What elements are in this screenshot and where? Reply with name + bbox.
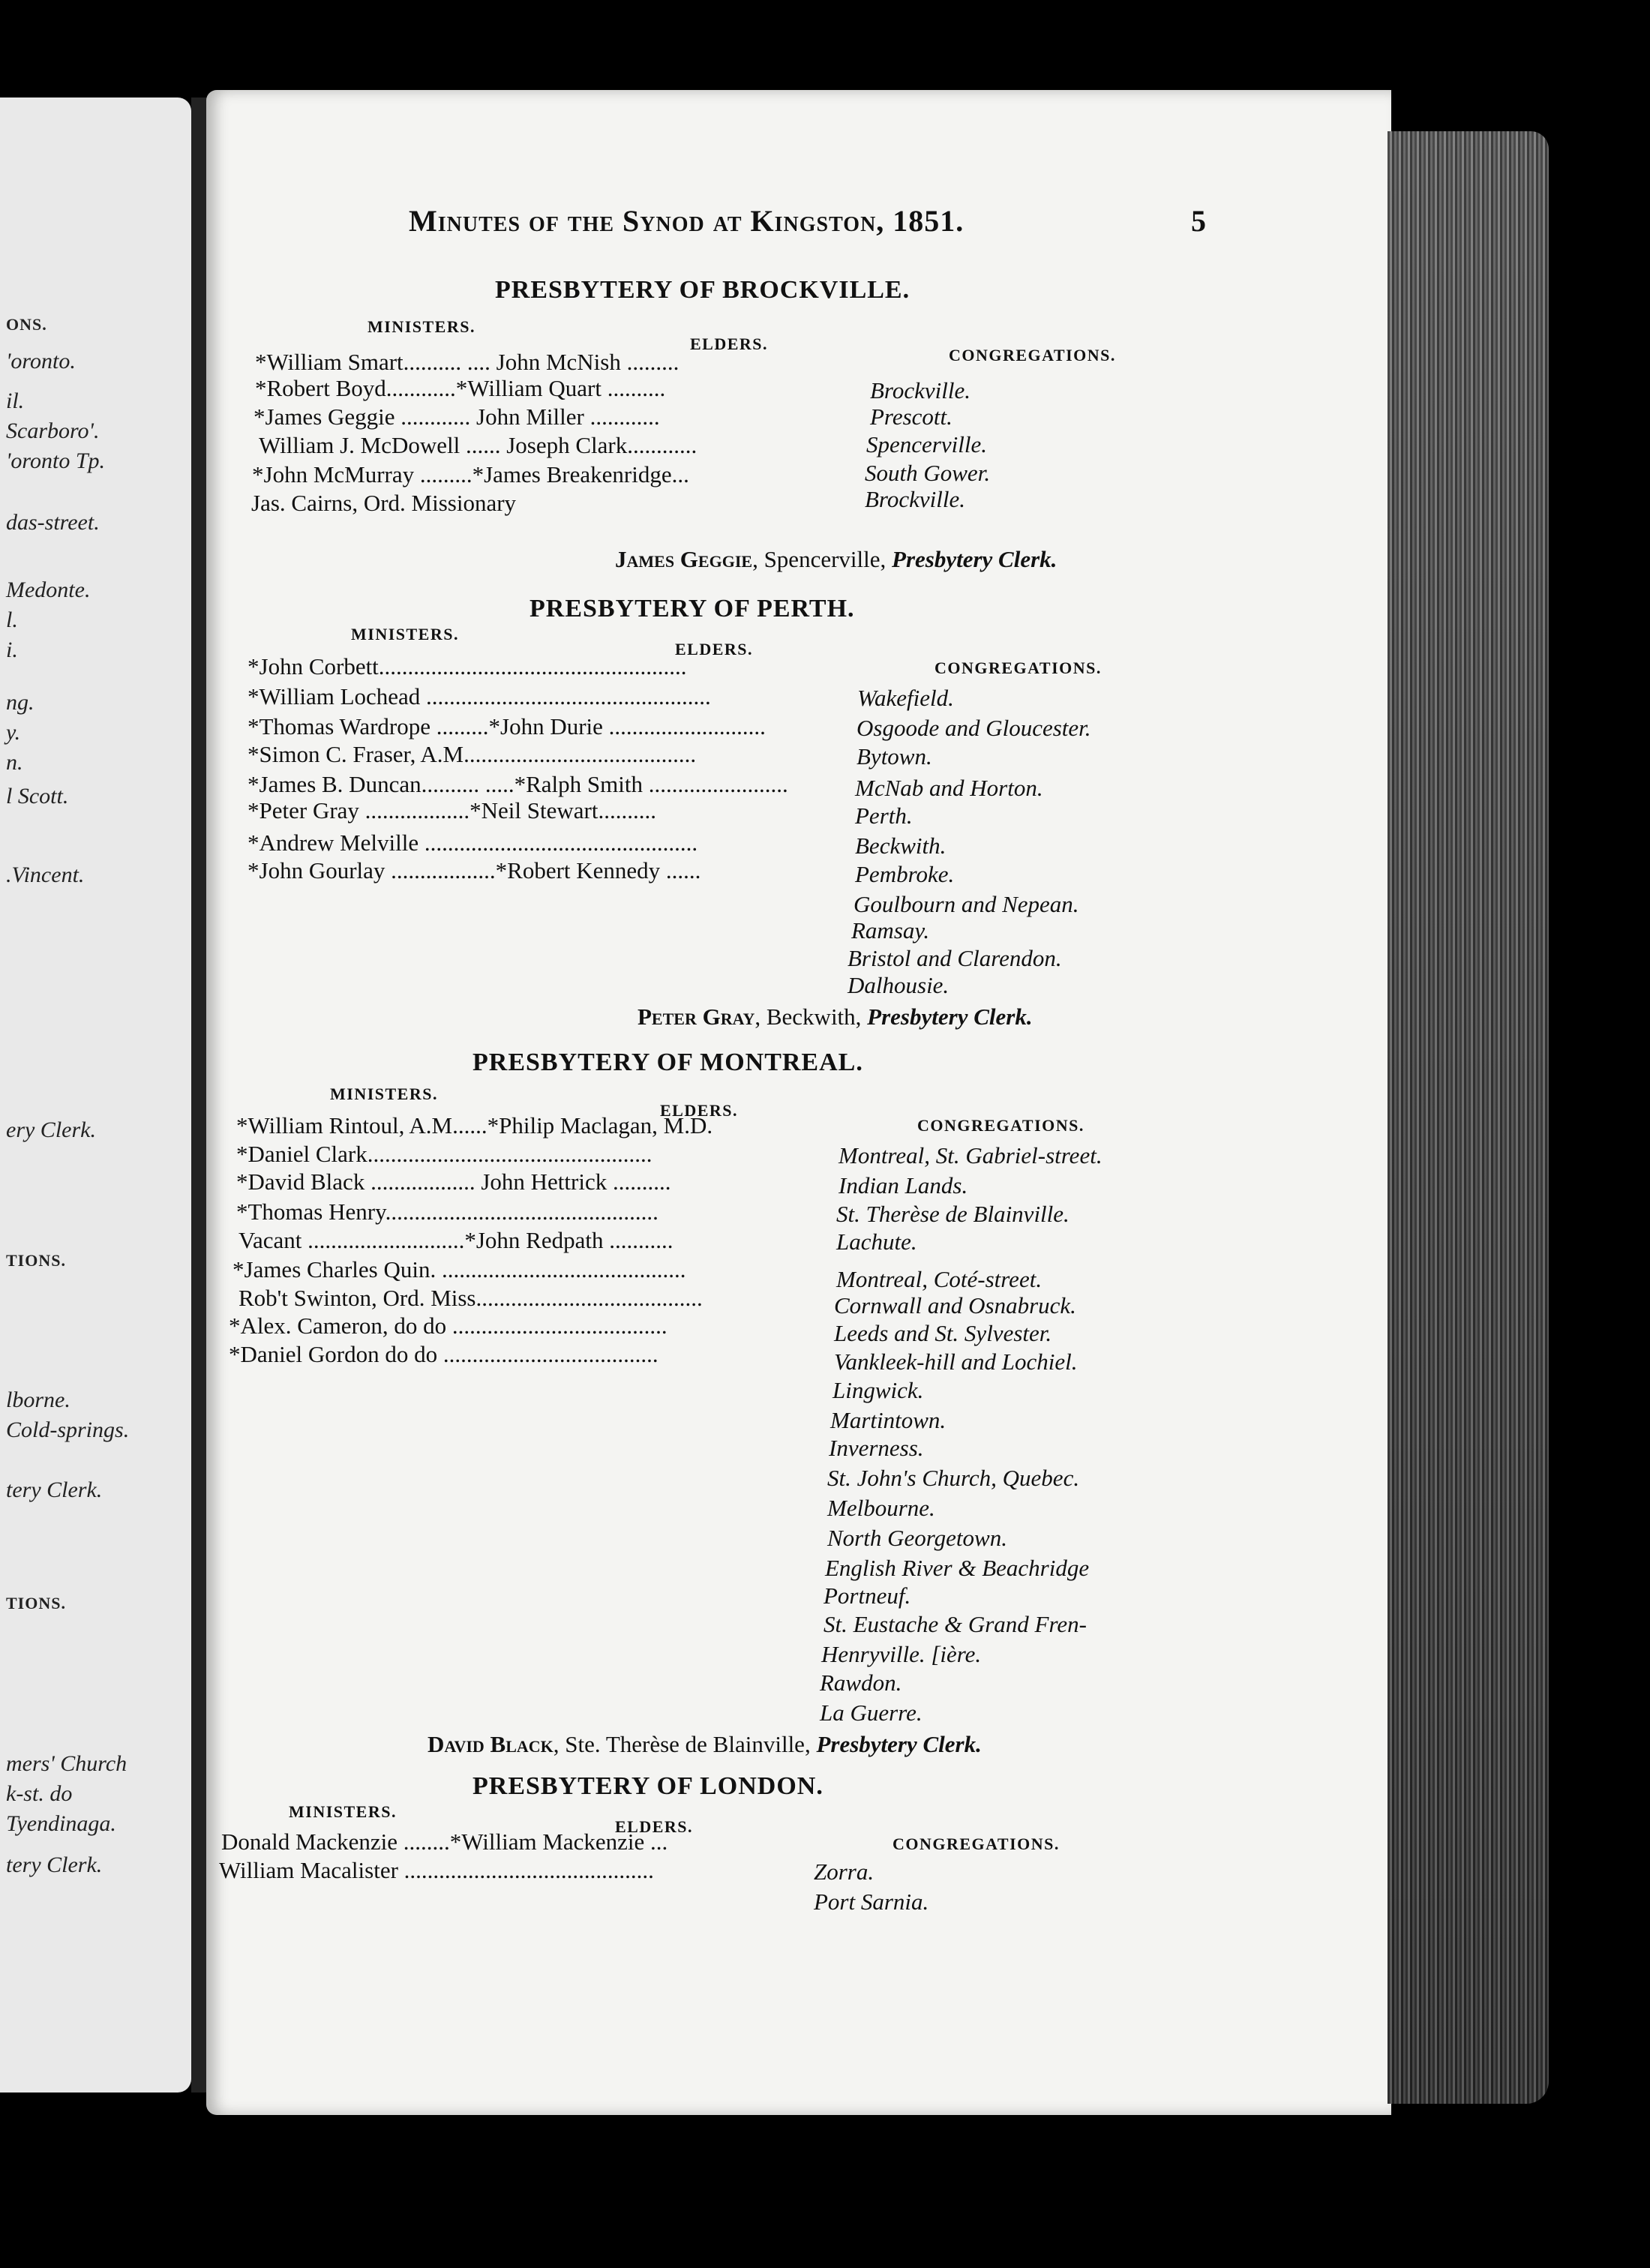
book-gutter [191,98,208,2092]
table-row: *John McMurray .........*James Breakenridge... [252,461,689,488]
table-row: *Daniel Gordon do do ..................................... [229,1341,658,1367]
fragment: n. [6,750,23,775]
table-row: *David Black .................. John Hettrick .......... [236,1168,671,1195]
table-row: Donald Mackenzie ........*William Mackenzie ... [221,1828,668,1855]
presbytery-title: PRESBYTERY OF BROCKVILLE. [495,276,910,304]
congregation: Perth. [855,802,913,829]
table-row: *Simon C. Fraser, A.M........................................ [248,741,697,767]
congregation: St. Eustache & Grand Fren- [824,1611,1087,1637]
congregation: Dalhousie. [848,972,950,998]
table-row: *James B. Duncan.......... .....*Ralph Smith ........................ [248,771,788,797]
congregation: St. Therèse de Blainville. [836,1201,1070,1227]
congregations-header: CONGREGATIONS. [892,1834,1060,1853]
congregation: Leeds and St. Sylvester. [834,1320,1052,1346]
fragment: Cold-springs. [6,1418,130,1442]
table-row: *Alex. Cameron, do do ..................................... [229,1312,668,1339]
congregation: Beckwith. [855,832,946,859]
presbytery-title: PRESBYTERY OF MONTREAL. [472,1048,863,1076]
running-head: Minutes of the Synod at Kingston, 1851. [409,204,964,238]
congregation: Cornwall and Osnabruck. [834,1292,1076,1318]
fragment: Tyendinaga. [6,1811,116,1836]
fragment: 'oronto Tp. [6,448,105,473]
congregations-header: CONGREGATIONS. [917,1116,1084,1135]
fragment: .Vincent. [6,862,85,887]
congregation: Bytown. [856,743,932,770]
presbytery-title: PRESBYTERY OF PERTH. [530,595,855,622]
facing-page [0,98,191,2092]
congregation: Vankleek-hill and Lochiel. [834,1348,1078,1375]
fragment: 'oronto. [6,349,76,374]
table-row: *Peter Gray ..................*Neil Stewart.......... [248,797,656,824]
fragment: Medonte. [6,578,91,602]
fragment: Scarboro'. [6,418,100,443]
congregation: Melbourne. [827,1495,935,1521]
table-row: Rob't Swinton, Ord. Miss....................................... [238,1285,703,1311]
congregation: Pembroke. [855,861,955,887]
table-row: *Andrew Melville ............................................... [248,830,698,856]
congregation: St. John's Church, Quebec. [827,1465,1080,1491]
congregation: English River & Beachridge [825,1555,1090,1581]
congregation: Spencerville. [866,431,987,458]
ministers-header: MINISTERS. [289,1802,397,1821]
table-row: *William Smart.......... .... John McNish ......... [255,349,680,375]
table-row: *Robert Boyd............*William Quart .......... [255,375,666,401]
presbytery-clerk: James Geggie, Spencerville, Presbytery Clerk. [615,546,1058,572]
table-row: *William Rintoul, A.M......*Philip Maclagan, M.D. [236,1112,713,1138]
congregation: Prescott. [870,404,952,430]
fragment: l. [6,608,18,632]
congregation: Osgoode and Gloucester. [856,715,1091,741]
congregation: Montreal, Coté-street. [836,1266,1042,1292]
table-row: *James Charles Quin. .......................................... [232,1256,686,1282]
table-row: William J. McDowell ...... Joseph Clark............ [259,432,698,458]
congregation: Brockville. [870,377,970,404]
table-row: Jas. Cairns, Ord. Missionary [251,490,517,516]
congregation: Rawdon. [820,1670,902,1696]
congregation: Ramsay. [851,917,930,944]
fragment: tery Clerk. [6,1852,103,1877]
table-row: Vacant ...........................*John Redpath ........... [238,1227,674,1253]
ministers-header: MINISTERS. [330,1084,438,1103]
presbytery-clerk: David Black, Ste. Therèse de Blainville, Presbytery Clerk. [428,1731,982,1757]
congregation: South Gower. [865,460,991,486]
congregation: McNab and Horton. [855,775,1043,801]
table-row: *Thomas Henry............................................... [236,1198,658,1225]
table-row: *William Lochead ................................................. [248,683,711,710]
congregation: Martintown. [830,1407,946,1433]
page-edges [1388,131,1549,2104]
fragment: il. [6,388,25,413]
congregation: Lingwick. [832,1377,924,1403]
table-row: *James Geggie ............ John Miller ............ [254,404,660,430]
fragment: das-street. [6,510,100,535]
elders-header: ELDERS. [675,640,754,658]
fragment: TIONS. [6,1251,66,1270]
congregation: Lachute. [836,1228,917,1255]
fragment: y. [6,720,21,745]
congregation: North Georgetown. [827,1525,1007,1551]
table-row: William Macalister ........................................... [219,1857,654,1883]
elders-header: ELDERS. [615,1817,694,1836]
congregation: Wakefield. [857,685,954,711]
fragment: ery Clerk. [6,1118,96,1142]
table-row: *Daniel Clark................................................. [236,1141,652,1167]
table-row: *Thomas Wardrope .........*John Durie ........................... [248,713,766,740]
congregation: Zorra. [814,1858,874,1885]
elders-header: ELDERS. [660,1101,739,1120]
fragment: k-st. do [6,1781,73,1806]
congregations-header: CONGREGATIONS. [934,658,1102,677]
congregation: Indian Lands. [838,1172,968,1198]
fragment: tery Clerk. [6,1478,103,1502]
elders-header: ELDERS. [690,334,769,353]
fragment: mers' Church [6,1751,128,1776]
fragment: ng. [6,690,34,715]
fragment: TIONS. [6,1594,66,1612]
page-number: 5 [1191,204,1206,238]
congregation: Henryville. [ière. [821,1641,982,1667]
congregation: Port Sarnia. [814,1888,929,1915]
congregation: Brockville. [865,486,965,512]
fragment: l Scott. [6,784,69,808]
congregation: Goulbourn and Nepean. [854,891,1079,917]
congregation: Portneuf. [824,1582,911,1609]
congregation: Montreal, St. Gabriel-street. [838,1142,1102,1168]
ministers-header: MINISTERS. [368,317,476,336]
congregation: Bristol and Clarendon. [848,945,1062,971]
fragment: lborne. [6,1388,70,1412]
presbytery-title: PRESBYTERY OF LONDON. [472,1772,824,1800]
congregation: Inverness. [829,1435,924,1461]
fragment: ONS. [6,315,47,334]
presbytery-clerk: Peter Gray, Beckwith, Presbytery Clerk. [638,1004,1033,1030]
table-row: *John Corbett..................................................... [248,653,687,680]
ministers-header: MINISTERS. [351,625,459,644]
congregations-header: CONGREGATIONS. [949,346,1116,364]
fragment: i. [6,638,18,662]
table-row: *John Gourlay ..................*Robert Kennedy ...... [248,857,701,884]
congregation: La Guerre. [820,1700,922,1726]
